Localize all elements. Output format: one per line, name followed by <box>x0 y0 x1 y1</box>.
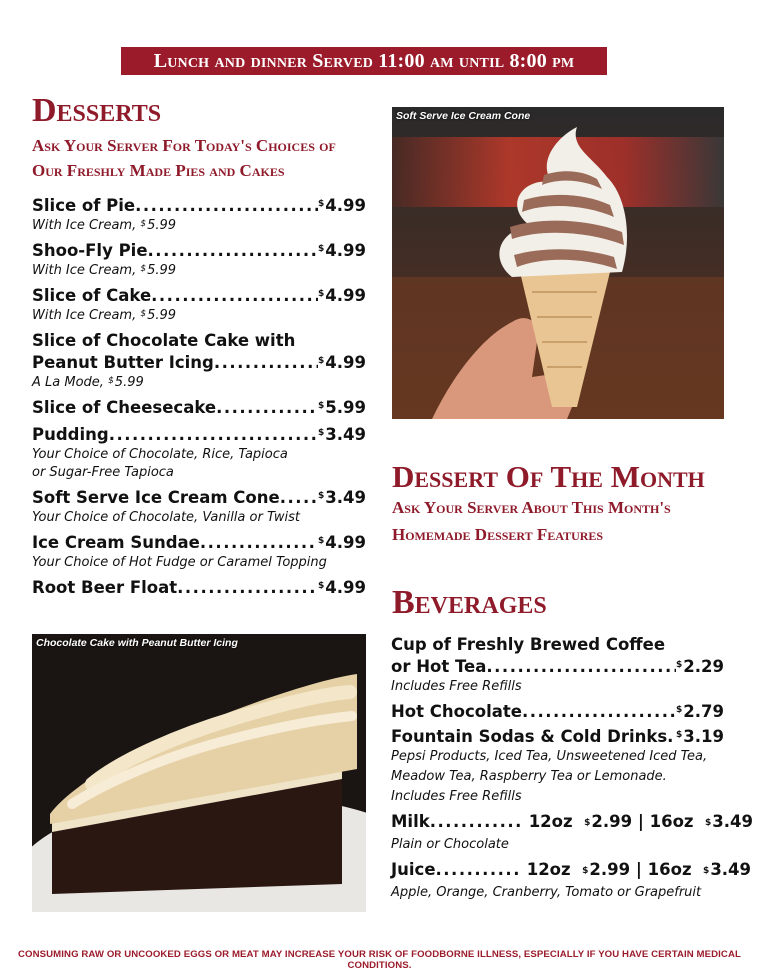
menu-item-juice: Juice ........... 12oz $ 2.99 | 16oz $ 3.49 <box>391 860 752 879</box>
menu-item-note: Pepsi Products, Iced Tea, Unsweetened Iced Tea, <box>391 749 708 764</box>
menu-item-note: Your Choice of Chocolate, Vanilla or Twist <box>32 510 300 525</box>
menu-item-milk: Milk ............ 12oz $ 2.99 | 16oz $ 3.49 <box>391 812 753 831</box>
dotm-subtitle-2: Homemade Dessert Features <box>392 525 604 544</box>
desserts-subtitle-2: Our Freshly Made Pies and Cakes <box>32 161 285 180</box>
menu-item-hot-chocolate: Hot Chocolate ..... $2.79 <box>391 701 724 723</box>
food-safety-disclaimer: CONSUMING RAW OR UNCOOKED EGGS OR MEAT MAY INCREASE YOUR RISK OF FOODBORNE ILLNESS, ESPECIALLY IF YOU HAVE CERTAIN MEDICAL CONDITIONS. <box>18 949 741 971</box>
ice-cream-cone-image <box>392 107 724 419</box>
menu-item-chocolate-cake-line1: Slice of Chocolate Cake with <box>32 331 296 350</box>
desserts-title: Desserts <box>32 92 162 129</box>
menu-item-note: Includes Free Refills <box>391 679 522 694</box>
dotm-subtitle-1: Ask Your Server About This Month's <box>392 498 671 517</box>
menu-item-note: Includes Free Refills <box>391 789 522 804</box>
chocolate-cake-photo <box>32 634 366 912</box>
chocolate-cake-image <box>32 634 366 912</box>
menu-item-note: Plain or Chocolate <box>391 837 509 852</box>
cake-photo-caption: Chocolate Cake with Peanut Butter Icing <box>36 637 238 649</box>
menu-item-shoo-fly-pie: Shoo-Fly Pie ..... $4.99 <box>32 240 366 262</box>
menu-item-note: With Ice Cream, $5.99 <box>32 263 177 278</box>
menu-item-note: Apple, Orange, Cranberry, Tomato or Grapefruit <box>391 885 702 900</box>
menu-item-fountain-sodas: Fountain Sodas & Cold Drinks ..... $3.19 <box>391 726 724 748</box>
desserts-menu <box>32 195 366 599</box>
desserts-subtitle-1: Ask Your Server For Today's Choices of <box>32 136 336 155</box>
menu-item-slice-of-pie: Slice of Pie ..... $4.99 <box>32 195 366 217</box>
menu-item-cheesecake: Slice of Cheesecake ..... $5.99 <box>32 397 366 419</box>
menu-item-note: With Ice Cream, $5.99 <box>32 218 177 233</box>
beverages-menu <box>391 634 753 907</box>
beverages-title: Beverages <box>392 584 547 621</box>
menu-item-sundae: Ice Cream Sundae ..... $4.99 <box>32 532 366 554</box>
menu-item-slice-of-cake: Slice of Cake ..... $4.99 <box>32 285 366 307</box>
dotm-title: Dessert Of The Month <box>392 459 705 494</box>
menu-item-note: Your Choice of Chocolate, Rice, Tapioca <box>32 447 288 462</box>
menu-item-root-beer-float: Root Beer Float ..... $4.99 <box>32 577 366 599</box>
menu-item-coffee: or Hot Tea ..... $2.29 <box>391 656 724 678</box>
menu-item-note: or Sugar-Free Tapioca <box>32 465 174 480</box>
menu-item-note: Your Choice of Hot Fudge or Caramel Topping <box>32 555 327 570</box>
menu-item-pudding: Pudding ..... $3.49 <box>32 424 366 446</box>
cone-photo-caption: Soft Serve Ice Cream Cone <box>396 110 531 122</box>
ice-cream-cone-photo <box>392 107 724 419</box>
menu-item-soft-serve: Soft Serve Ice Cream Cone ..... $3.49 <box>32 487 366 509</box>
menu-item-note: With Ice Cream, $5.99 <box>32 308 177 323</box>
menu-item-note: Meadow Tea, Raspberry Tea or Lemonade. <box>391 769 667 784</box>
menu-item-note: A La Mode, $5.99 <box>32 375 144 390</box>
hours-banner: Lunch and dinner Served 11:00 am until 8:00 pm <box>121 47 607 75</box>
menu-item-coffee-line1: Cup of Freshly Brewed Coffee <box>391 635 666 654</box>
menu-item-chocolate-cake: Peanut Butter Icing ..... $4.99 <box>32 352 366 374</box>
